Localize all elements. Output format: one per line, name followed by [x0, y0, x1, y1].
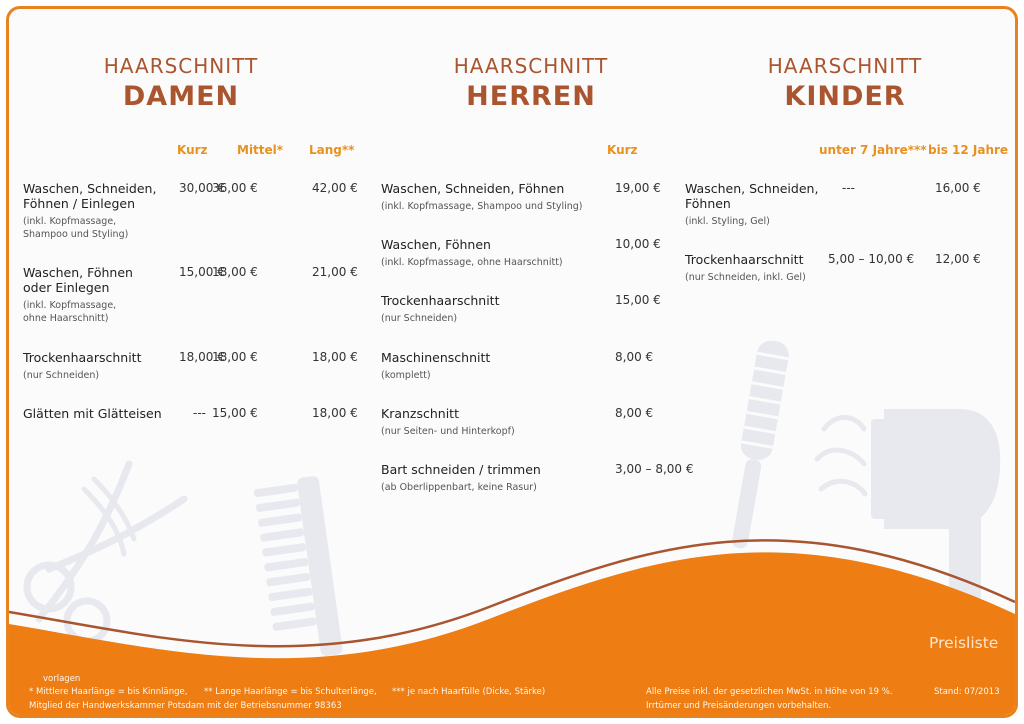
kinder-col-under7: unter 7 Jahre*** — [819, 143, 927, 157]
kinder-heading — [685, 53, 1005, 115]
herren-item-name: Waschen, Föhnen — [381, 237, 491, 252]
herren-item-name: Maschinenschnitt — [381, 350, 491, 365]
kinder-item-name: Waschen, Schneiden, Föhnen — [685, 181, 819, 211]
kinder-item — [685, 252, 825, 284]
note-mittel: * Mittlere Haarlänge = bis Kinnlänge, — [29, 687, 188, 697]
damen-item-name: Waschen, Föhnen oder Einlegen — [23, 265, 133, 295]
herren-item-name: Waschen, Schneiden, Föhnen — [381, 181, 565, 196]
herren-item-note: (ab Oberlippenbart, keine Rasur) — [381, 482, 537, 493]
kinder-item-name: Trockenhaarschnitt — [685, 252, 804, 267]
kinder-item-note: (nur Schneiden, inkl. Gel) — [685, 272, 806, 283]
damen-item-price: 36,00 € — [212, 181, 258, 195]
herren-item-note: (inkl. Kopfmassage, Shampoo und Styling) — [381, 201, 583, 212]
note-kinder: *** je nach Haarfülle (Dicke, Stärke) — [392, 687, 546, 697]
damen-item — [23, 350, 173, 382]
herren-item-price: 8,00 € — [615, 350, 654, 364]
herren-item-name: Kranzschnitt — [381, 406, 459, 421]
kinder-item-price: 16,00 € — [935, 181, 981, 195]
kinder-title-big: KINDER — [784, 81, 906, 112]
herren-item-price: 3,00 – 8,00 € — [615, 462, 694, 476]
kinder-col-bis12: bis 12 Jahre — [928, 143, 1009, 157]
damen-item-price: 18,00 € — [212, 350, 258, 364]
vorlagen-label: vorlagen — [43, 674, 81, 684]
vat-note: Alle Preise inkl. der gesetzlichen MwSt. in Höhe von 19 %. — [646, 687, 893, 697]
damen-item-price: 21,00 € — [312, 265, 358, 279]
brand-preisliste: Preisliste — [929, 634, 999, 652]
damen-item-price: 30,00 € — [179, 181, 225, 195]
damen-col-kurz: Kurz — [177, 143, 208, 157]
damen-item-note: (inkl. Kopfmassage, Shampoo und Styling) — [23, 216, 129, 240]
herren-item — [381, 406, 601, 438]
kinder-item-note: (inkl. Styling, Gel) — [685, 216, 770, 227]
damen-title-small: HAARSCHNITT — [103, 54, 259, 78]
damen-item-price: 42,00 € — [312, 181, 358, 195]
damen-item-name: Glätten mit Glätteisen — [23, 406, 162, 421]
herren-item — [381, 293, 601, 325]
damen-item-price: 15,00 € — [212, 406, 258, 420]
kinder-title-small: HAARSCHNITT — [767, 54, 923, 78]
damen-col-mittel: Mittel* — [237, 143, 284, 157]
damen-title-big: DAMEN — [122, 81, 240, 112]
stand-date: Stand: 07/2013 — [934, 687, 1000, 697]
herren-heading — [381, 53, 681, 115]
herren-item — [381, 462, 601, 494]
kinder-item-price: 5,00 – 10,00 € — [828, 252, 915, 266]
damen-item-price: --- — [193, 406, 206, 420]
damen-col-lang: Lang** — [309, 143, 355, 157]
damen-item-price: 18,00 € — [312, 350, 358, 364]
herren-title-big: HERREN — [466, 81, 596, 112]
herren-title-small: HAARSCHNITT — [453, 54, 609, 78]
damen-item-price: 18,00 € — [212, 265, 258, 279]
brush-icon — [723, 338, 791, 550]
herren-item-price: 15,00 € — [615, 293, 661, 307]
damen-item-price: 18,00 € — [179, 350, 225, 364]
herren-item-note: (inkl. Kopfmassage, ohne Haarschnitt) — [381, 257, 563, 268]
errors-note: Irrtümer und Preisänderungen vorbehalten. — [646, 701, 832, 711]
damen-item-price: 15,00 € — [179, 265, 225, 279]
damen-item-name: Waschen, Schneiden, Föhnen / Einlegen — [23, 181, 157, 211]
herren-item-price: 8,00 € — [615, 406, 654, 420]
herren-item-note: (komplett) — [381, 370, 431, 381]
damen-item-name: Trockenhaarschnitt — [23, 350, 142, 365]
damen-item — [23, 406, 173, 421]
herren-item — [381, 350, 601, 382]
member-note: Mitglied der Handwerkskammer Potsdam mit der Betriebsnummer 98363 — [29, 701, 342, 711]
herren-item-name: Trockenhaarschnitt — [381, 293, 500, 308]
herren-item-note: (nur Schneiden) — [381, 313, 458, 324]
herren-item — [381, 237, 601, 269]
damen-item — [23, 181, 173, 241]
price-list-frame — [6, 6, 1018, 718]
damen-item-price: 18,00 € — [312, 406, 358, 420]
kinder-item-price: --- — [842, 181, 855, 195]
comb-icon — [253, 475, 343, 662]
damen-item — [23, 265, 173, 325]
herren-item-price: 10,00 € — [615, 237, 661, 251]
herren-item-note: (nur Seiten- und Hinterkopf) — [381, 426, 515, 437]
herren-item-name: Bart schneiden / trimmen — [381, 462, 541, 477]
herren-item — [381, 181, 601, 213]
kinder-item-price: 12,00 € — [935, 252, 981, 266]
herren-item-price: 19,00 € — [615, 181, 661, 195]
damen-heading — [23, 53, 339, 115]
herren-col-kurz: Kurz — [607, 143, 638, 157]
damen-item-note: (nur Schneiden) — [23, 370, 100, 381]
damen-item-note: (inkl. Kopfmassage, ohne Haarschnitt) — [23, 300, 117, 324]
note-lang: ** Lange Haarlänge = bis Schulterlänge, — [204, 687, 377, 697]
kinder-item — [685, 181, 825, 228]
scissors-icon — [27, 464, 184, 641]
